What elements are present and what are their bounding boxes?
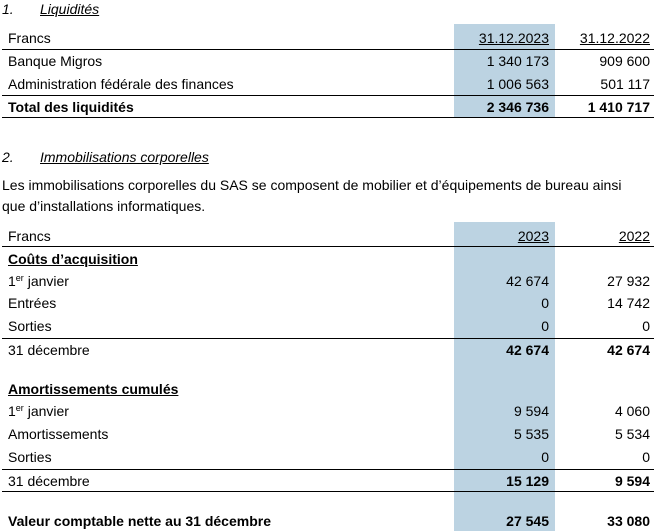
acquisition-rule — [2, 338, 654, 339]
net-label: Valeur comptable nette au 31 décembre — [8, 513, 271, 529]
amortissements-amort-label: Amortissements — [8, 426, 109, 442]
section1-header-col2: 31.12.2022 — [579, 30, 650, 46]
section1-row-label: Banque Migros — [8, 53, 103, 69]
acquisition-entrees-v1: 0 — [541, 295, 549, 311]
net-rule — [2, 491, 654, 492]
section2-header-col2: 2022 — [618, 228, 650, 244]
amortissements-jan-v2: 4 060 — [614, 403, 650, 419]
acquisition-entrees-label: Entrées — [8, 295, 57, 311]
amortissements-amort-v1: 5 535 — [513, 426, 549, 442]
net-v1: 27 545 — [506, 513, 549, 529]
amortissements-amort-v2: 5 534 — [614, 426, 650, 442]
acquisition-sorties-v2: 0 — [642, 318, 650, 334]
acquisition-dec-v2: 42 674 — [607, 342, 650, 358]
section2-number: 2. — [2, 149, 14, 165]
amortissements-title: Amortissements cumulés — [8, 381, 179, 397]
amortissements-dec-v1: 15 129 — [506, 473, 549, 489]
acquisition-jan-label: 1er janvier — [8, 273, 69, 289]
section1-row-v2: 909 600 — [599, 53, 650, 69]
section1-total-v1: 2 346 736 — [486, 99, 549, 115]
section2-title: Immobilisations corporelles — [40, 149, 209, 165]
amortissements-jan-label: 1er janvier — [8, 403, 69, 419]
section1-row-v1: 1 006 563 — [486, 76, 549, 92]
amortissements-sorties-label: Sorties — [8, 449, 52, 465]
section2-paragraph-line1: Les immobilisations corporelles du SAS se composent de mobilier et d’équipements de bureau ainsi — [2, 177, 622, 193]
section1-row-label: Administration fédérale des finances — [8, 76, 234, 92]
section1-header-rule — [2, 49, 654, 50]
amortissements-sorties-v1: 0 — [541, 449, 549, 465]
section2-paragraph-line2: que d’installations informatiques. — [2, 198, 206, 214]
net-v2: 33 080 — [607, 513, 650, 529]
amortissements-dec-v2: 9 594 — [614, 473, 650, 489]
acquisition-dec-v1: 42 674 — [506, 342, 549, 358]
section2-header-label: Francs — [8, 228, 51, 244]
section1-row-v2: 501 117 — [600, 76, 650, 92]
section1-total-v2: 1 410 717 — [587, 99, 650, 115]
amortissements-dec-label: 31 décembre — [8, 473, 90, 489]
section1-total-rule — [2, 95, 654, 96]
section1-row-v1: 1 340 173 — [486, 53, 549, 69]
acquisition-title: Coûts d’acquisition — [8, 251, 138, 267]
acquisition-sorties-label: Sorties — [8, 318, 52, 334]
section1-bottom-rule — [2, 117, 654, 118]
acquisition-jan-v2: 27 932 — [607, 273, 650, 289]
acquisition-sorties-v1: 0 — [541, 318, 549, 334]
amortissements-jan-v1: 9 594 — [513, 403, 549, 419]
amortissements-sorties-v2: 0 — [642, 449, 650, 465]
acquisition-dec-label: 31 décembre — [8, 342, 90, 358]
section1-number: 1. — [2, 1, 14, 17]
section2-header-rule — [2, 246, 654, 247]
amortissements-rule — [2, 469, 654, 470]
section1-title: Liquidités — [40, 1, 100, 17]
section1-total-label: Total des liquidités — [8, 99, 134, 115]
section2-header-col1: 2023 — [517, 228, 549, 244]
section1-header-label: Francs — [8, 30, 51, 46]
section1-header-col1: 31.12.2023 — [478, 30, 549, 46]
acquisition-entrees-v2: 14 742 — [607, 295, 650, 311]
acquisition-jan-v1: 42 674 — [506, 273, 549, 289]
